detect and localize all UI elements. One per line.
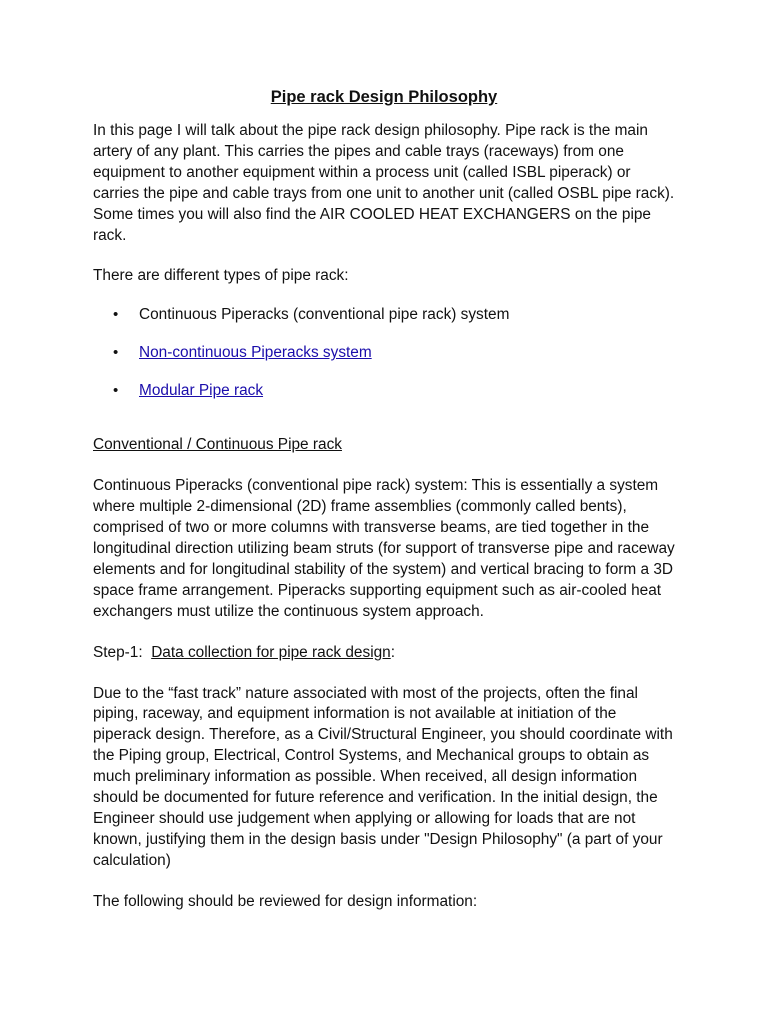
step1-title: Data collection for pipe rack design	[151, 643, 391, 661]
bullet-icon: •	[113, 382, 119, 400]
bullet-icon: •	[113, 306, 119, 324]
step1-paragraph: Due to the “fast track” nature associated with most of the projects, often the final piping, raceway, and equipment information is not available at initiation of the piperack design. Therefore, as a Civil/Structural Engineer, you should coordinate with the Piping group, Electrical, Control Systems, and Mechanical groups to obtain as much preliminary information as possible. When received, all design information should be documented for future reference and verification. In the initial design, the Engineer should use judgement when applying or allowing for loads that are not known, justifying them in the design basis under "Design Philosophy" (a part of your calculation)	[93, 684, 673, 869]
intro-paragraph: In this page I will talk about the pipe rack design philosophy. Pipe rack is the main artery of any plant. This carries the pipes and cable trays (raceways) from one equipment to another equipment within a process unit (called ISBL piperack) or carries the pipe and cable trays from one unit to another unit (called OSBL pipe rack). Some times you will also find the AIR COOLED HEAT EXCHANGERS on the pipe rack.	[93, 122, 675, 244]
step1-prefix: Step-1:	[93, 643, 152, 661]
types-intro: There are different types of pipe rack:	[93, 267, 349, 285]
review-line: The following should be reviewed for design information:	[93, 892, 478, 910]
list-item	[93, 304, 675, 325]
list-item	[93, 380, 675, 401]
non-continuous-piperacks-link[interactable]: Non-continuous Piperacks system	[139, 344, 372, 362]
bullet-icon: •	[113, 344, 119, 362]
page-title: Pipe rack Design Philosophy	[270, 88, 498, 106]
modular-pipe-rack-link[interactable]: Modular Pipe rack	[139, 382, 264, 400]
step1-suffix: :	[390, 643, 396, 661]
step1-line	[93, 643, 675, 664]
list-item-label: Continuous Piperacks (conventional pipe rack) system	[139, 306, 510, 324]
section-heading: Conventional / Continuous Pipe rack	[93, 436, 342, 454]
section-paragraph: Continuous Piperacks (conventional pipe rack) system: This is essentially a system where multiple 2-dimensional (2D) frame assemblies (commonly called bents), comprised of two or more columns with transverse beams, are tied together in the longitudinal direction utilizing beam struts (for support of transverse pipe and raceway elements and for longitudinal stability of the system) and vertical bracing to form a 3D space frame arrangement. Piperacks supporting equipment such as air-cooled heat exchangers must utilize the continuous system approach.	[93, 477, 675, 620]
pipe-rack-types-list	[93, 304, 675, 401]
list-item	[93, 342, 675, 363]
